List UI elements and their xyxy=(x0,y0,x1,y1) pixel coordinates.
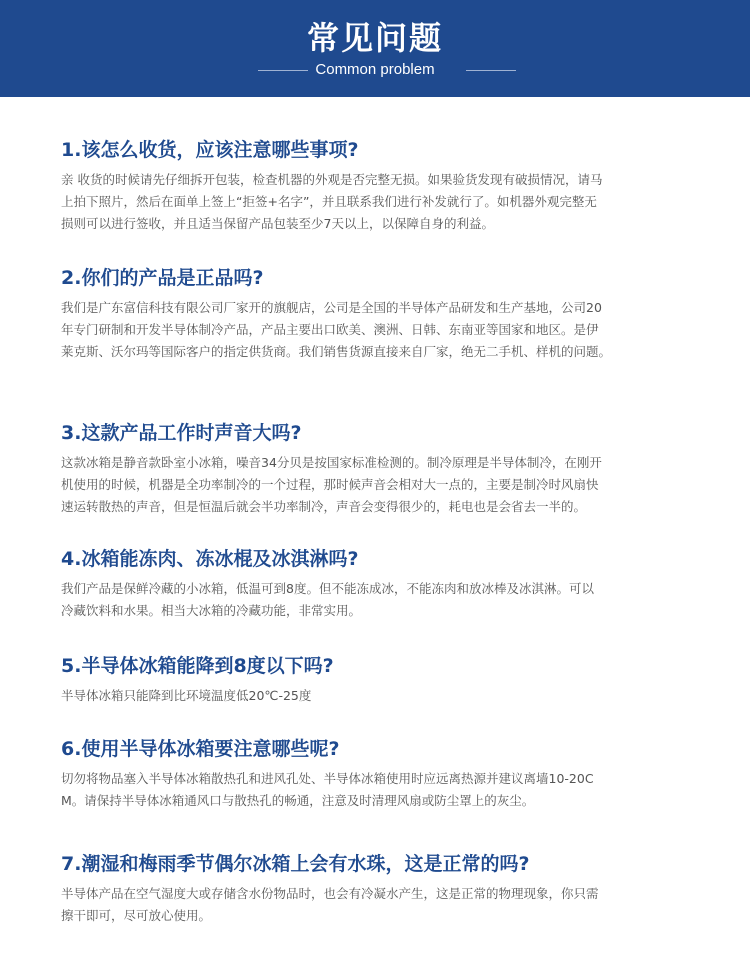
faq-question: 1.该怎么收货，应该注意哪些事项? xyxy=(61,139,359,161)
faq-answer xyxy=(61,297,716,363)
faq-answer-line: 我们产品是保鲜冷藏的小冰箱，低温可到8度。但不能冻成冰，不能冻肉和放冰棒及冰淇淋。可以 xyxy=(61,581,594,596)
faq-answer xyxy=(61,883,716,927)
header-divider-right xyxy=(466,70,516,71)
faq-answer xyxy=(61,578,716,622)
faq-answer-line: 机使用的时候，机器是全功率制冷的一个过程，那时候声音会相对大一点的，主要是制冷时风扇快 xyxy=(61,477,599,492)
faq-item xyxy=(61,851,721,927)
faq-answer xyxy=(61,452,716,518)
faq-answer-line: 这款冰箱是静音款卧室小冰箱，噪音34分贝是按国家标准检测的。制冷原理是半导体制冷，在刚开 xyxy=(61,455,602,470)
faq-answer xyxy=(61,685,716,707)
faq-answer-line: 年专门研制和开发半导体制冷产品，产品主要出口欧美、澳洲、日韩、东南亚等国家和地区。是伊 xyxy=(61,322,599,337)
faq-answer xyxy=(61,768,716,812)
faq-item xyxy=(61,546,721,622)
faq-answer-line: 速运转散热的声音，但是恒温后就会半功率制冷，声音会变得很少的，耗电也是会省去一半的。 xyxy=(61,499,587,514)
faq-answer-line: 损则可以进行签收，并且适当保留产品包装至少7天以上，以保障自身的利益。 xyxy=(61,216,494,231)
faq-answer-line: 冷藏饮料和水果。相当大冰箱的冷藏功能，非常实用。 xyxy=(61,603,362,618)
faq-answer xyxy=(61,169,716,235)
faq-item xyxy=(61,265,721,363)
faq-answer-line: 半导体产品在空气湿度大或存储含水份物品时，也会有冷凝水产生，这是正常的物理现象，你只需 xyxy=(61,886,599,901)
page-subtitle: Common problem xyxy=(315,61,435,78)
faq-question: 4.冰箱能冻肉、冻冰棍及冰淇淋吗? xyxy=(61,548,359,570)
faq-answer-line: 上拍下照片，然后在面单上签上“拒签+名字”，并且联系我们进行补发就行了。如机器外观完整无 xyxy=(61,194,597,209)
page-title: 常见问题 xyxy=(306,19,443,57)
faq-question: 6.使用半导体冰箱要注意哪些呢? xyxy=(61,738,340,760)
faq-item xyxy=(61,736,721,812)
faq-question: 3.这款产品工作时声音大吗? xyxy=(61,422,302,444)
faq-answer-line: 我们是广东富信科技有限公司厂家开的旗舰店，公司是全国的半导体产品研发和生产基地，公司20 xyxy=(61,300,602,315)
faq-question: 2.你们的产品是正品吗? xyxy=(61,267,264,289)
faq-answer-line: 半导体冰箱只能降到比环境温度低20℃-25度 xyxy=(61,688,312,703)
faq-answer-line: 莱克斯、沃尔玛等国际客户的指定供货商。我们销售货源直接来自厂家，绝无二手机、样机的问题。 xyxy=(61,344,612,359)
faq-question: 5.半导体冰箱能降到8度以下吗? xyxy=(61,655,334,677)
faq-item xyxy=(61,420,721,518)
faq-answer-line: 切勿将物品塞入半导体冰箱散热孔和进风孔处、半导体冰箱使用时应远离热源并建议离墙10-20C xyxy=(61,771,594,786)
faq-item xyxy=(61,653,721,707)
faq-question: 7.潮湿和梅雨季节偶尔冰箱上会有水珠，这是正常的吗? xyxy=(61,853,530,875)
faq-answer-line: 擦干即可，尽可放心使用。 xyxy=(61,908,212,923)
faq-answer-line: 亲 收货的时候请先仔细拆开包装，检查机器的外观是否完整无损。如果验货发现有破损情况，请马 xyxy=(61,172,603,187)
page-header xyxy=(0,0,750,97)
faq-answer-line: M。请保持半导体冰箱通风口与散热孔的畅通，注意及时清理风扇或防尘罩上的灰尘。 xyxy=(61,793,535,808)
faq-item xyxy=(61,137,721,235)
